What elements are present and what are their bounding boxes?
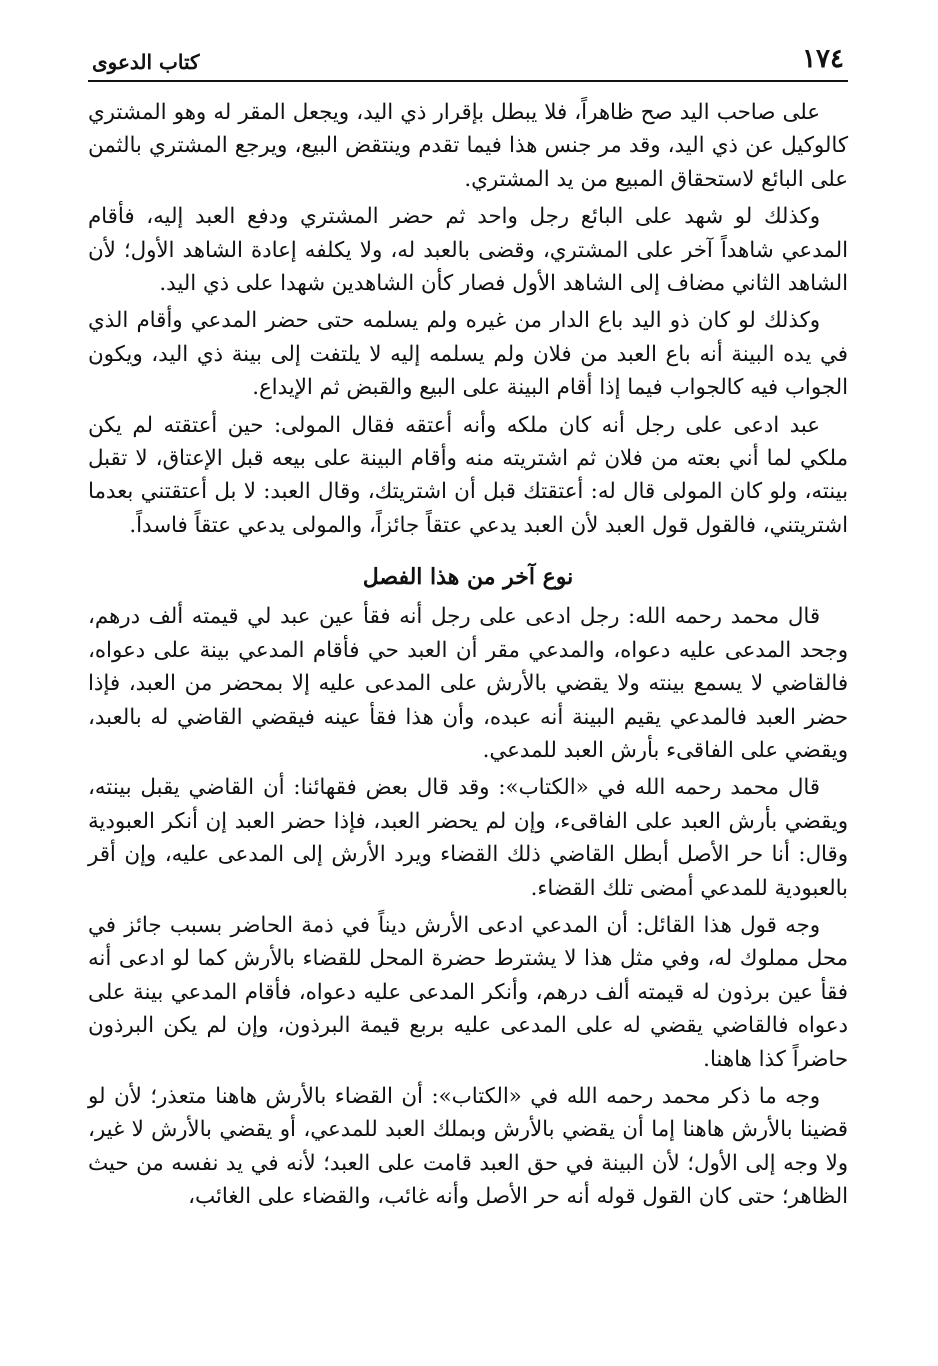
paragraph: وجه قول هذا القائل: أن المدعي ادعى الأرش ديناً في ذمة الحاضر بسبب جائز في محل مملوك له، وفي مثل هذا لا يشترط حضرة المحل للقضاء بالأرش كما لو ادعى أنه فقأ عين برذون له قيمته ألف درهم، وأنكر المدعى عليه دعواه، فأقام المدعي بينة على دعواه فالقاضي يقضي له على المدعى عليه بربع قيمة البرذون، وإن لم يكن البرذون حاضراً كذا هاهنا.: [88, 912, 848, 1072]
paragraph: قال محمد رحمه الله: رجل ادعى على رجل أنه فقأ عين عبد لي قيمته ألف درهم، وجحد المدعى عليه دعواه، والمدعي مقر أن العبد حي فأقام المدعي بينة على دعواه، فالقاضي لا يسمع بينته ولا يقضي بالأرش على المدعى عليه إلا بمحضر من العبد، فإذا حضر العبد فالمدعي يقيم البينة أنه عبده، وأن هذا فقأ عينه فيقضي القاضي له بالعبد، ويقضي على الفاقىء بأرش العبد للمدعي.: [88, 604, 848, 763]
paragraph: وكذلك لو شهد على البائع رجل واحد ثم حضر المشتري ودفع العبد إليه، فأقام المدعي شاهداً آخر على المشتري، وقضى بالعبد له، ولا يكلفه إعادة الشاهد الأول؛ لأن الشاهد الثاني مضاف إلى الشاهد الأول فصار كأن الشاهدين شهدا على ذي اليد.: [88, 204, 848, 297]
paragraph: على صاحب اليد صح ظاهراً، فلا يبطل بإقرار ذي اليد، ويجعل المقر له وهو المشتري كالوكيل عن ذي اليد، وقد مر جنس هذا فيما تقدم وينتقض البيع، ويرجع المشتري بالثمن على البائع لاستحقاق المبيع من يد المشتري.: [88, 100, 848, 192]
paragraph: عبد ادعى على رجل أنه كان ملكه وأنه أعتقه فقال المولى: حين أعتقته لم يكن ملكي لما أني بعته من فلان ثم اشتريته منه وأقام البينة على بيعه قبل الإعتاق، لا تقبل بينته، ولو كان المولى قال له: أعتقتك قبل أن اشتريتك، وقال العبد: لا بل أعتقتني بعدما اشتريتني، فالقول قول العبد لأن العبد يدعي عتقاً جائزاً، والمولى يدعي عتقاً فاسداً.: [88, 412, 848, 538]
section-heading: نوع آخر من هذا الفصل: [362, 564, 574, 591]
paragraph: وجه ما ذكر محمد رحمه الله في «الكتاب»: أن القضاء بالأرش هاهنا متعذر؛ لأن لو قضينا بالأرش هاهنا إما أن يقضي بالأرش وبملك العبد للمدعي، أو يقضي بالأرش لا غير، ولا وجه إلى الأول؛ لأن البينة في حق العبد قامت على العبد؛ لأنه في يد نفسه من حيث الظاهر؛ حتى كان القول قوله أنه حر الأصل وأنه غائب، والقضاء على الغائب،: [88, 1083, 848, 1210]
page-number: ١٧٤: [802, 44, 844, 74]
paragraph: وكذلك لو كان ذو اليد باع الدار من غيره ولم يسلمه حتى حضر المدعي وأقام الذي في يده البينة أنه باع العبد من فلان ولم يسلمه إليه لا يلتفت إلى بينة ذي اليد، ويكون الجواب فيه كالجواب فيما إذا أقام البينة على البيع والقبض ثم الإيداع.: [88, 308, 848, 401]
page-body: [88, 96, 848, 1214]
paragraph: قال محمد رحمه الله في «الكتاب»: وقد قال بعض فقهائنا: أن القاضي يقبل بينته، ويقضي بأرش العبد على الفاقىء، وإن لم يحضر العبد، فإذا حضر العبد إن أنكر العبودية وقال: أنا حر الأصل أبطل القاضي ذلك القضاء ويرد الأرش إلى المدعى عليه، وإن أقر بالعبودية للمدعي أمضى تلك القضاء.: [88, 775, 848, 901]
book-title: كتاب الدعوى: [92, 50, 200, 74]
running-header: [88, 40, 848, 82]
